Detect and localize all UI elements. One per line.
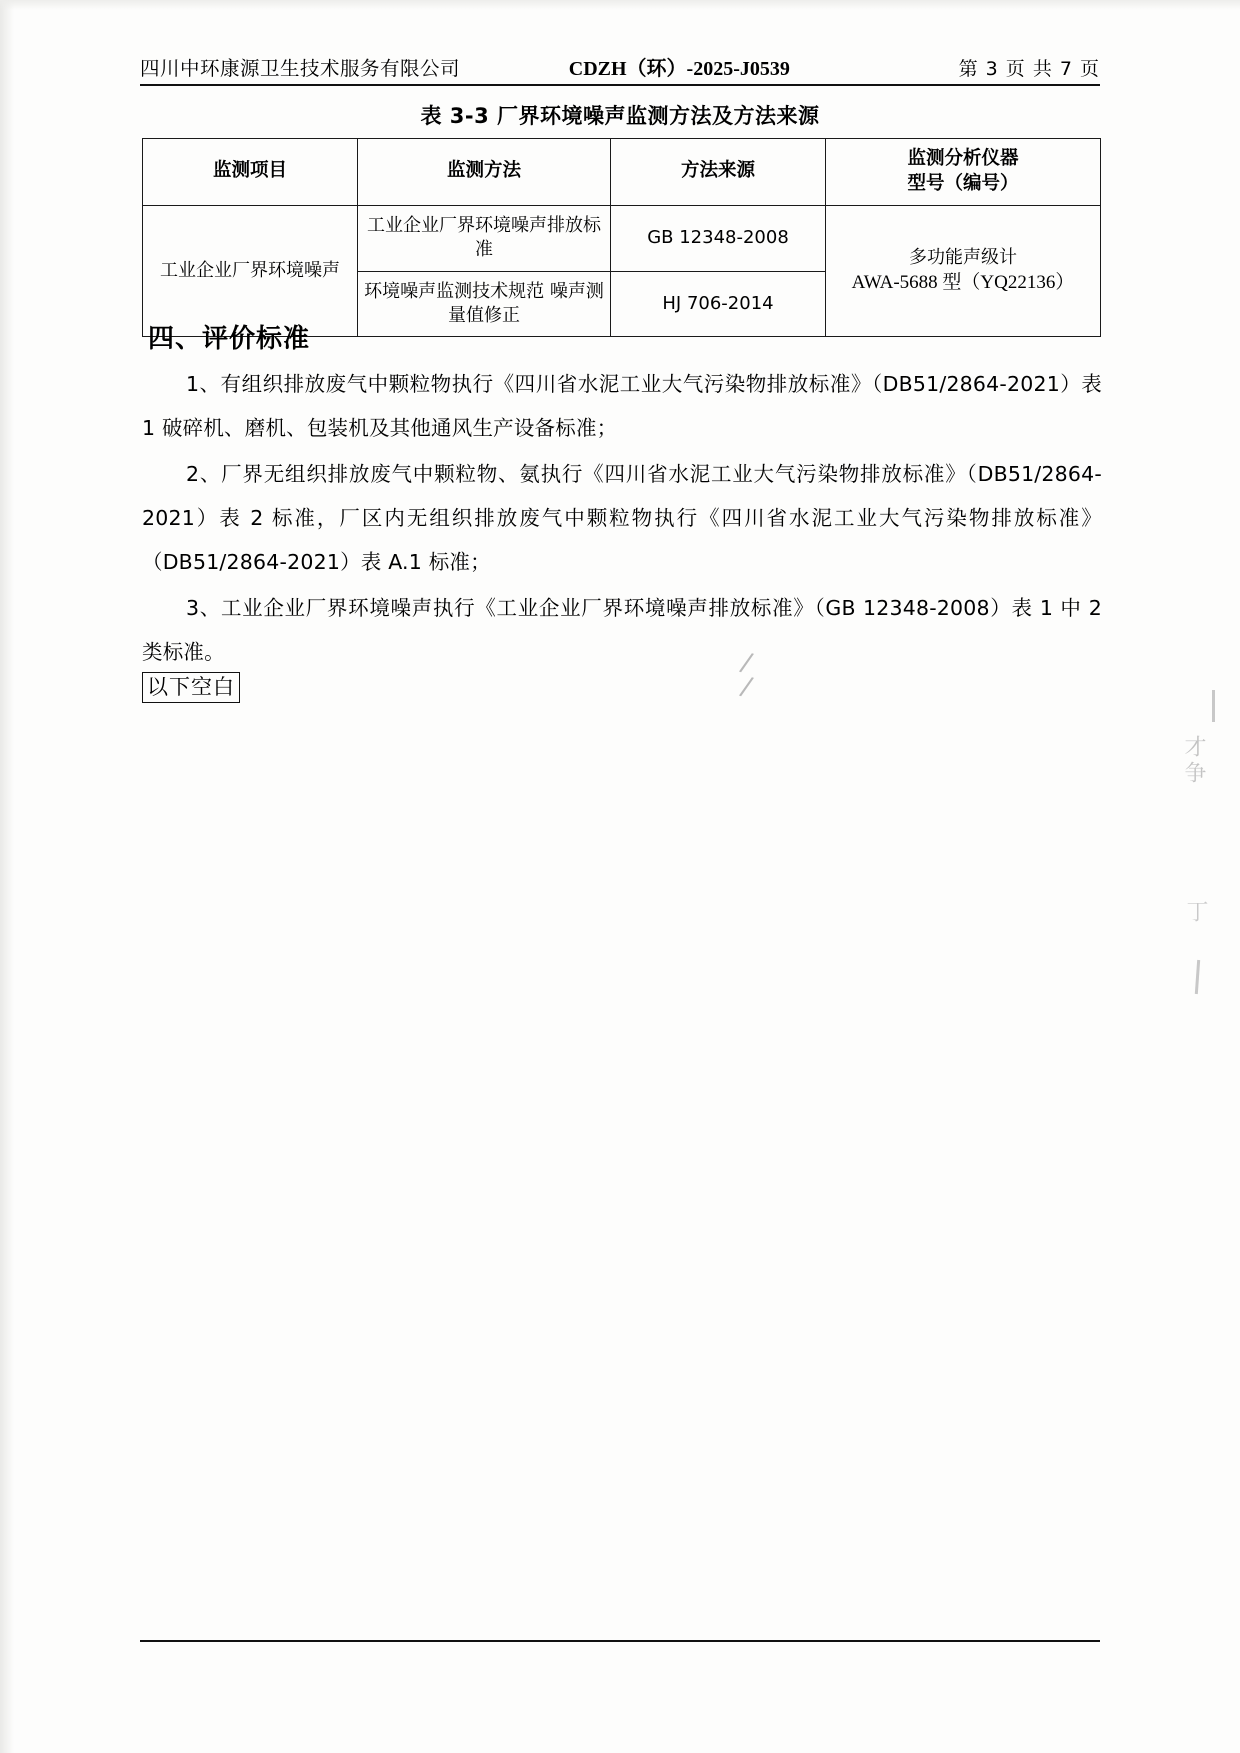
cell-instrument <box>826 205 1101 336</box>
cell-monitoring-method-2: 环境噪声监测技术规范 噪声测量值修正 <box>358 271 611 337</box>
column-header-instrument-line2: 型号（编号） <box>907 172 1019 194</box>
section-body <box>142 362 1102 679</box>
cell-monitoring-item: 工业企业厂界环境噪声 <box>143 205 358 336</box>
scan-artifact-slash-upper: / <box>737 647 756 679</box>
column-header-source: 方法来源 <box>611 139 826 206</box>
scan-edge-top <box>0 0 1240 10</box>
cell-instrument-line2: AWA-5688 型（YQ22136） <box>851 272 1075 294</box>
cell-method-source-1: GB 12348-2008 <box>611 205 826 271</box>
scan-artifact-right-mark-1: 才争 <box>1181 735 1206 787</box>
header-divider <box>140 84 1100 86</box>
scan-edge-left <box>0 0 14 1753</box>
header-page-number: 第 3 页 共 7 页 <box>958 58 1100 80</box>
column-header-method: 监测方法 <box>358 139 611 206</box>
section-heading-evaluation-standards: 四、评价标准 <box>148 324 311 354</box>
header-report-number: CDZH（环）-2025-J0539 <box>568 58 790 80</box>
page-header <box>140 52 1100 81</box>
header-company-name: 四川中环康源卫生技术服务有限公司 <box>140 57 461 80</box>
column-header-item: 监测项目 <box>143 139 358 206</box>
scan-artifact-bar-2 <box>1195 960 1200 994</box>
noise-monitoring-method-table <box>142 138 1101 337</box>
footer-divider <box>140 1640 1100 1642</box>
cell-instrument-line1: 多功能声级计 <box>909 247 1017 269</box>
scan-artifact-slash-lower: / <box>737 671 756 703</box>
scan-artifact-right-mark-2: 丁 <box>1183 900 1208 922</box>
table-header-row <box>143 139 1101 206</box>
scan-artifact-bar-1 <box>1212 690 1215 722</box>
blank-below-marker: 以下空白 <box>142 672 240 703</box>
paragraph-1: 1、有组织排放废气中颗粒物执行《四川省水泥工业大气污染物排放标准》（DB51/2864-2021）表 1 破碎机、磨机、包装机及其他通风生产设备标准； <box>142 372 1102 440</box>
paragraph-3: 3、工业企业厂界环境噪声执行《工业企业厂界环境噪声排放标准》（GB 12348-2008）表 1 中 2 类标准。 <box>142 596 1102 664</box>
table-row <box>143 205 1101 271</box>
paragraph-2: 2、厂界无组织排放废气中颗粒物、氨执行《四川省水泥工业大气污染物排放标准》（DB51/2864-2021）表 2 标准，厂区内无组织排放废气中颗粒物执行《四川省水泥工业大气污染物排放标准》（DB51/2864-2021）表 A.1 标准； <box>142 462 1102 574</box>
column-header-instrument <box>826 139 1101 206</box>
table-caption: 表 3-3 厂界环境噪声监测方法及方法来源 <box>420 104 820 128</box>
cell-method-source-2: HJ 706-2014 <box>611 271 826 337</box>
column-header-instrument-line1: 监测分析仪器 <box>907 148 1019 169</box>
cell-monitoring-method-1: 工业企业厂界环境噪声排放标准 <box>358 205 611 271</box>
